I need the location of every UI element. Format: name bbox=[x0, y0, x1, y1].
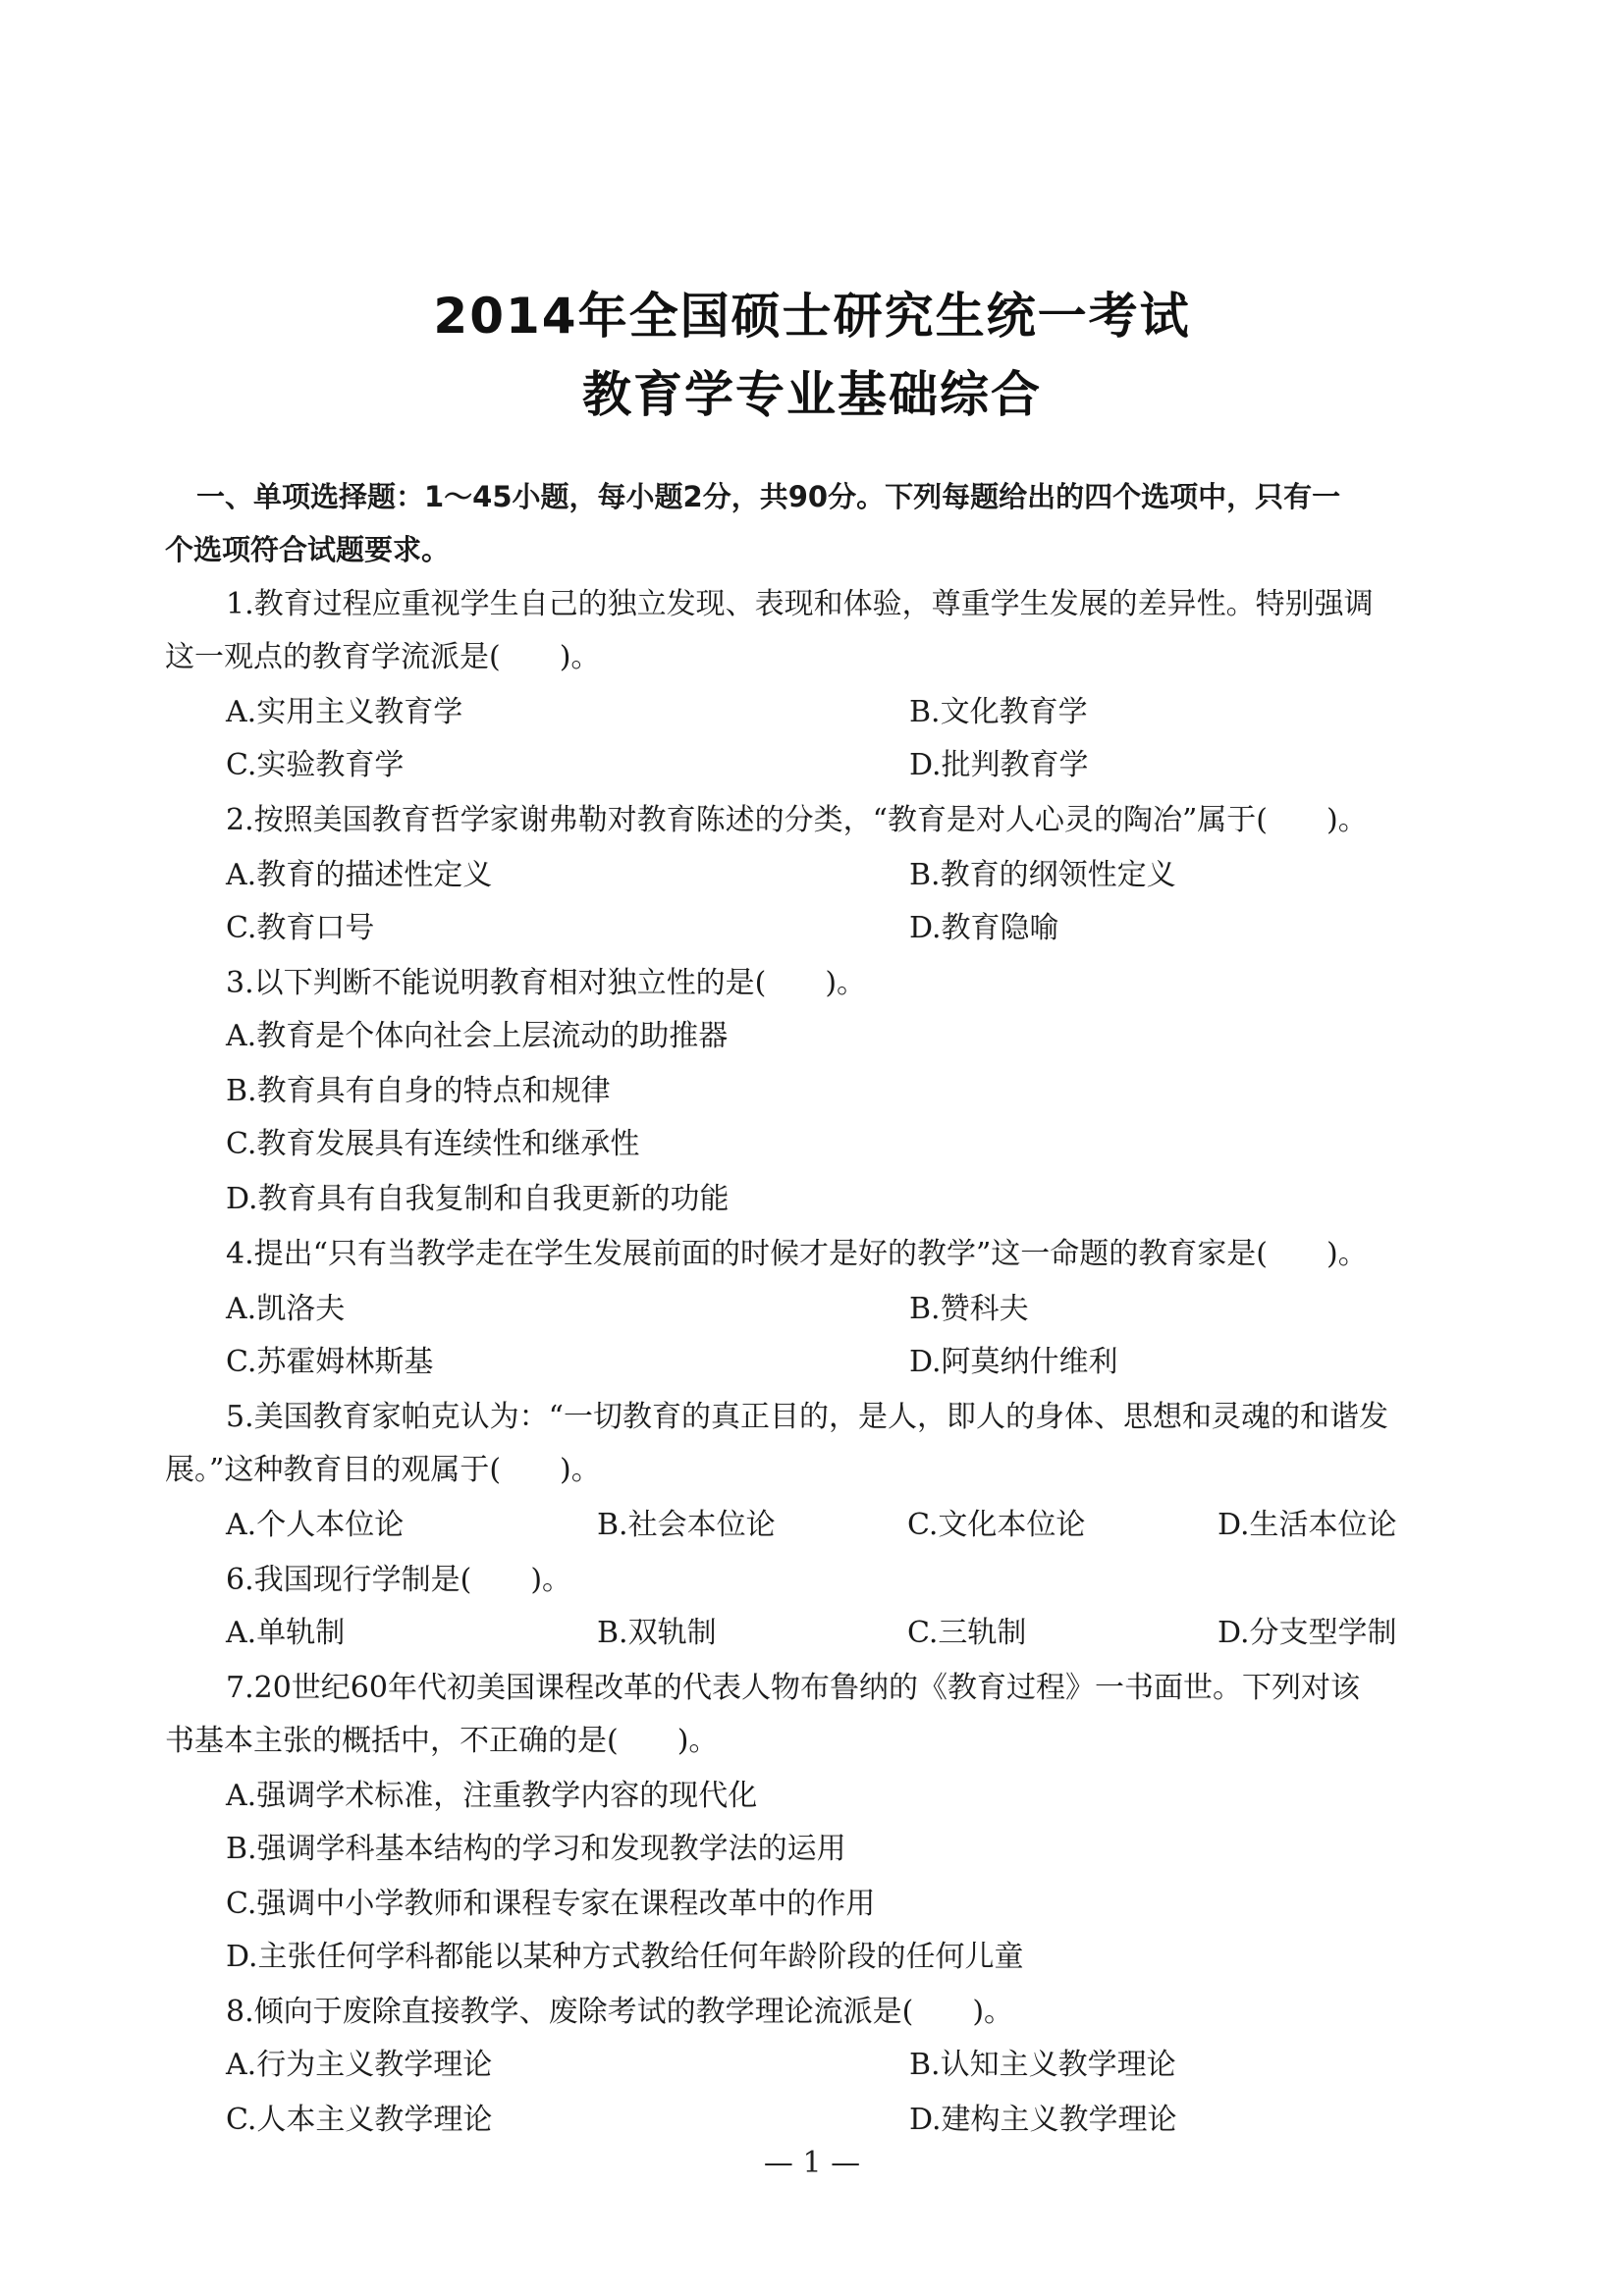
question-3-option-a: A.教育是个体向社会上层流动的助推器 bbox=[226, 1019, 729, 1053]
question-5-stem-line2: 展。”这种教育目的观属于( )。 bbox=[165, 1453, 601, 1487]
question-7-stem-line1: 7.20世纪60年代初美国课程改革的代表人物布鲁纳的《教育过程》一书面世。下列对该 bbox=[226, 1671, 1360, 1705]
question-5-option-d: D.生活本位论 bbox=[1218, 1508, 1397, 1542]
question-6-stem-line1: 6.我国现行学制是( )。 bbox=[226, 1563, 572, 1597]
question-8-option-d: D.建构主义教学理论 bbox=[909, 2103, 1177, 2137]
question-1-stem-line2: 这一观点的教育学流派是( )。 bbox=[165, 640, 601, 674]
question-6-option-a: A.单轨制 bbox=[226, 1616, 346, 1650]
question-7-option-b: B.强调学科基本结构的学习和发现教学法的运用 bbox=[226, 1832, 846, 1866]
exam-title-line2: 教育学专业基础综合 bbox=[582, 366, 1042, 423]
question-5-option-c: C.文化本位论 bbox=[907, 1508, 1086, 1542]
question-5-stem-line1: 5.美国教育家帕克认为：“一切教育的真正目的，是人，即人的身体、思想和灵魂的和谐发 bbox=[226, 1400, 1388, 1434]
question-1-stem-line1: 1.教育过程应重视学生自己的独立发现、表现和体验，尊重学生发展的差异性。特别强调 bbox=[226, 587, 1374, 621]
section-instructions-line2: 个选项符合试题要求。 bbox=[165, 533, 451, 566]
question-6-option-b: B.双轨制 bbox=[597, 1616, 717, 1650]
question-1-option-c: C.实验教育学 bbox=[226, 748, 405, 782]
question-8-stem-line1: 8.倾向于废除直接教学、废除考试的教学理论流派是( )。 bbox=[226, 1995, 1014, 2029]
question-8-option-c: C.人本主义教学理论 bbox=[226, 2103, 493, 2137]
question-5-option-b: B.社会本位论 bbox=[597, 1508, 776, 1542]
question-2-option-c: C.教育口号 bbox=[226, 911, 375, 945]
question-1-option-b: B.文化教育学 bbox=[909, 695, 1088, 729]
section-instructions-line1: 一、单项选择题：1～45小题，每小题2分，共90分。下列每题给出的四个选项中，只有一 bbox=[196, 480, 1341, 513]
question-4-option-c: C.苏霍姆林斯基 bbox=[226, 1345, 434, 1379]
page-number: — 1 — bbox=[763, 2146, 861, 2180]
question-4-option-a: A.凯洛夫 bbox=[226, 1292, 346, 1326]
question-4-stem-line1: 4.提出“只有当教学走在学生发展前面的时候才是好的教学”这一命题的教育家是( )。 bbox=[226, 1237, 1368, 1271]
question-7-option-d: D.主张任何学科都能以某种方式教给任何年龄阶段的任何儿童 bbox=[226, 1940, 1024, 1974]
question-3-option-d: D.教育具有自我复制和自我更新的功能 bbox=[226, 1182, 730, 1216]
question-1-option-d: D.批判教育学 bbox=[909, 748, 1089, 782]
question-8-option-b: B.认知主义教学理论 bbox=[909, 2048, 1176, 2082]
question-1-option-a: A.实用主义教育学 bbox=[226, 695, 463, 729]
question-8-option-a: A.行为主义教学理论 bbox=[226, 2048, 493, 2082]
question-3-stem-line1: 3.以下判断不能说明教育相对独立性的是( )。 bbox=[226, 966, 867, 1000]
question-2-stem-line1: 2.按照美国教育哲学家谢弗勒对教育陈述的分类，“教育是对人心灵的陶冶”属于( )。 bbox=[226, 803, 1368, 837]
exam-title-line1: 2014年全国硕士研究生统一考试 bbox=[433, 288, 1191, 345]
question-2-option-d: D.教育隐喻 bbox=[909, 911, 1059, 945]
question-3-option-b: B.教育具有自身的特点和规律 bbox=[226, 1074, 611, 1108]
question-3-option-c: C.教育发展具有连续性和继承性 bbox=[226, 1127, 640, 1161]
question-5-option-a: A.个人本位论 bbox=[226, 1508, 405, 1542]
question-7-option-c: C.强调中小学教师和课程专家在课程改革中的作用 bbox=[226, 1887, 876, 1921]
question-2-option-a: A.教育的描述性定义 bbox=[226, 858, 493, 892]
question-4-option-b: B.赞科夫 bbox=[909, 1292, 1029, 1326]
question-7-stem-line2: 书基本主张的概括中，不正确的是( )。 bbox=[165, 1724, 719, 1758]
question-6-option-c: C.三轨制 bbox=[907, 1616, 1027, 1650]
question-2-option-b: B.教育的纲领性定义 bbox=[909, 858, 1176, 892]
question-7-option-a: A.强调学术标准，注重教学内容的现代化 bbox=[226, 1779, 758, 1813]
question-6-option-d: D.分支型学制 bbox=[1218, 1616, 1397, 1650]
question-4-option-d: D.阿莫纳什维利 bbox=[909, 1345, 1118, 1379]
